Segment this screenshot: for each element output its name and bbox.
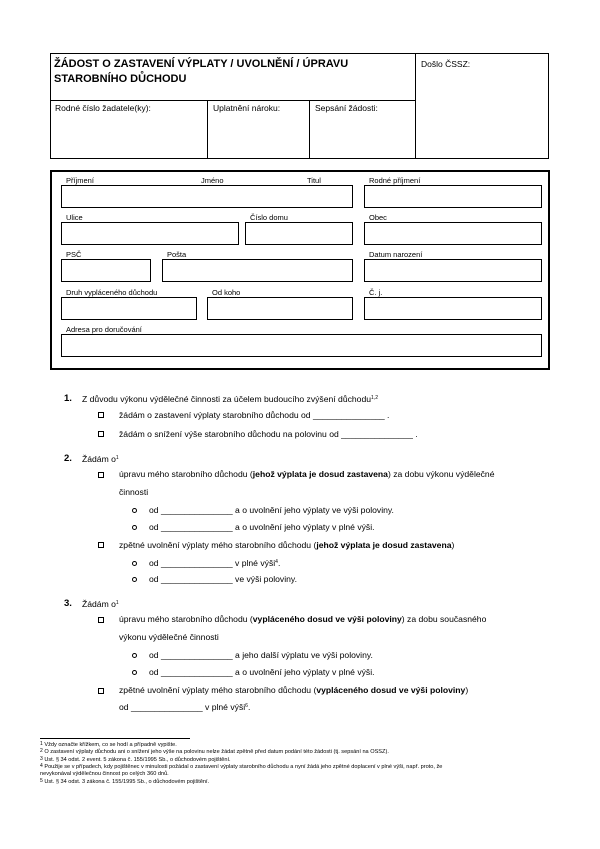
section-2-number: 2. [64, 453, 72, 464]
section-2-intro: Žádám $o^1$ [82, 454, 119, 464]
s3-opt2-text-line2: od _______________ v plné výši$^6$. [119, 702, 251, 712]
prijmeni-label: Příjmení [66, 176, 94, 185]
s2-sub4-text: od _______________ ve výši poloviny. [149, 574, 297, 584]
s2-opt2-text: zpětné uvolnění výplaty mého starobního důchodu (jehož výplata je dosud zastavena) [119, 540, 455, 550]
cj-field[interactable] [364, 297, 542, 320]
footnote-5: nevykonával výdělečnou činnost po celých 360 dnů. [40, 771, 169, 778]
s2-opt2-checkbox[interactable] [98, 542, 104, 548]
s1-opt1-text: žádám o zastavení výplaty starobního důchodu od _______________ . [119, 410, 390, 420]
adresa-field[interactable] [61, 334, 542, 357]
ulice-field[interactable] [61, 222, 239, 245]
uplatneni-label: Uplatnění nároku: [213, 103, 281, 113]
psc-field[interactable] [61, 259, 151, 282]
druh-duchodu-label: Druh vypláceného důchodu [66, 288, 158, 297]
datum-narozeni-label: Datum narození [369, 250, 423, 259]
cislo-domu-field[interactable] [245, 222, 353, 245]
rodne-prijmeni-label: Rodné příjmení [369, 176, 421, 185]
section-3-number: 3. [64, 598, 72, 609]
cislo-domu-label: Číslo domu [250, 213, 288, 222]
druh-duchodu-field[interactable] [61, 297, 197, 320]
s1-opt2-checkbox[interactable] [98, 431, 104, 437]
sepsani-label: Sepsání žádosti: [315, 103, 378, 113]
ulice-label: Ulice [66, 213, 83, 222]
s2-sub2-text: od _______________ a o uvolnění jeho výplaty v plné výši. [149, 522, 375, 532]
od-koho-label: Od koho [212, 288, 241, 297]
titul-label: Titul [307, 176, 321, 185]
s2-opt1-checkbox[interactable] [98, 472, 104, 478]
jmeno-label: Jméno [201, 176, 224, 185]
s3-opt1-checkbox[interactable] [98, 617, 104, 623]
footnote-divider [40, 738, 190, 739]
s2-sub2-radio[interactable] [132, 525, 137, 530]
s2-sub3-text: od _______________ v plné výši$^4$. [149, 558, 281, 568]
s2-sub4-radio[interactable] [132, 577, 137, 582]
s3-sub1-text: od _______________ a jeho další výplatu ve výši poloviny. [149, 650, 373, 660]
obec-label: Obec [369, 213, 387, 222]
name-field[interactable] [61, 185, 353, 208]
posta-label: Pošta [167, 250, 187, 259]
s3-opt1-text: úpravu mého starobního důchodu (vypláceného dosud ve výši poloviny) za dobu současného [119, 614, 487, 624]
posta-field[interactable] [162, 259, 353, 282]
footnote-3: $^3$ Ust. § 34 odst. 2 event. 5 zákona č. 155/1995 Sb., o důchodovém pojištění. [40, 755, 231, 763]
s1-opt1-checkbox[interactable] [98, 412, 104, 418]
s1-opt2-text: žádám o snížení výše starobního důchodu na polovinu od _______________ . [119, 429, 418, 439]
s2-sub1-text: od _______________ a o uvolnění jeho výplaty ve výši poloviny. [149, 505, 394, 515]
s3-sub2-radio[interactable] [132, 670, 137, 675]
footnote-2: $^2$ O zastavení výplaty důchodu ani o snížení jeho výše na polovinu nelze žádat zpětně před datum podání této žádosti (tj. sepsání na OSSZ). [40, 748, 389, 756]
s3-sub2-text: od _______________ a o uvolnění jeho výplaty v plné výši. [149, 667, 375, 677]
s2-sub3-radio[interactable] [132, 561, 137, 566]
s3-opt2-text: zpětné uvolnění výplaty mého starobního důchodu (vypláceného dosud ve výši poloviny) [119, 685, 469, 695]
obec-field[interactable] [364, 222, 542, 245]
datum-narozeni-field[interactable] [364, 259, 542, 282]
s2-sub1-radio[interactable] [132, 508, 137, 513]
psc-label: PSČ [66, 250, 82, 259]
s3-opt2-checkbox[interactable] [98, 688, 104, 694]
footnote-4: $^4$ Použije se v případech, kdy pojištěnec v minulosti požádal o zastavení výplaty starobního důchodu a nyní žádá jeho zpětné doplacení v plné výši, např. proto, že [40, 762, 443, 770]
page-title: ŽÁDOST O ZASTAVENÍ VÝPLATY / UVOLNĚNÍ / ÚPRAVU STAROBNÍHO DŮCHODU [54, 58, 349, 85]
cj-label: Č. j. [369, 288, 383, 297]
adresa-label: Adresa pro doručování [66, 325, 142, 334]
rodne-prijmeni-field[interactable] [364, 185, 542, 208]
s3-opt1-text-line2: výkonu výdělečné činnosti [119, 632, 219, 642]
section-3-intro: Žádám $o^1$ [82, 599, 119, 609]
doslo-label: Došlo ČSSZ: [421, 59, 471, 69]
od-koho-field[interactable] [207, 297, 353, 320]
section-1-intro: Z důvodu výkonu výdělečné činnosti za účelem budoucího zvýšení důchodu$^{1,2}$ [82, 394, 378, 404]
s2-opt1-text: úpravu mého starobního důchodu (jehož výplata je dosud zastavena) za dobu výkonu výdělečné [119, 469, 495, 479]
rodne-cislo-label: Rodné číslo žadatele(ky): [55, 103, 151, 113]
section-1-number: 1. [64, 393, 72, 404]
s3-sub1-radio[interactable] [132, 653, 137, 658]
s2-opt1-text-line2: činnosti [119, 487, 149, 497]
footnote-6: $^5$ Ust. § 34 odst. 3 zákona č. 155/1995 Sb., o důchodovém pojištění. [40, 777, 210, 785]
footnote-1: $^1$ Vždy označte křížkem, co se hodí a případně vypište. [40, 741, 177, 748]
